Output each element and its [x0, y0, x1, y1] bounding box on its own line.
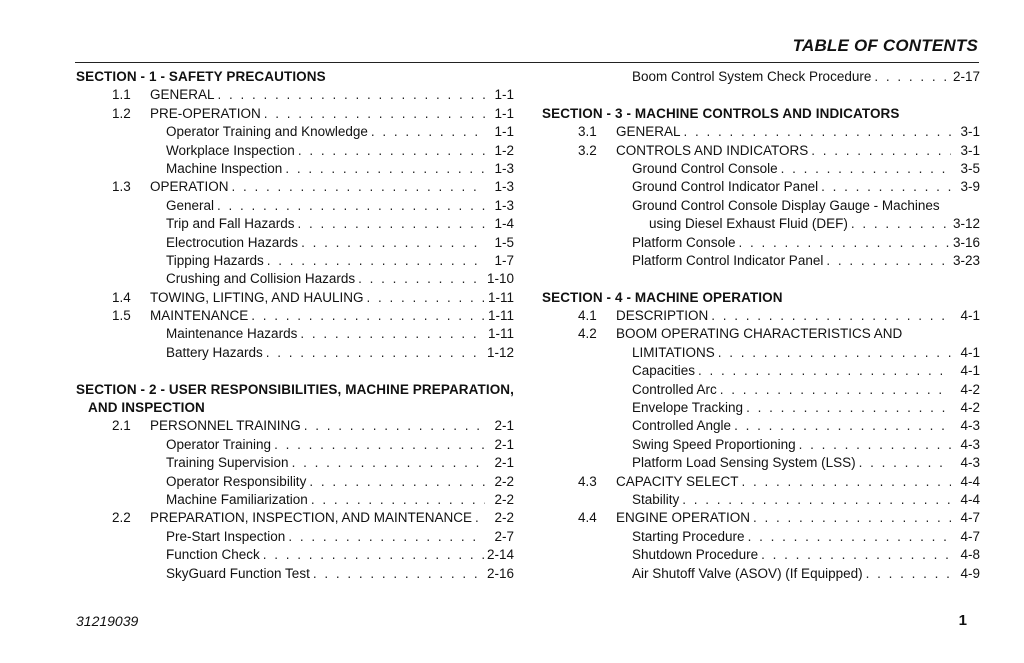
toc-entry[interactable] — [76, 436, 514, 454]
toc-entry[interactable] — [76, 252, 514, 270]
entry-title: ENGINE OPERATION — [616, 510, 751, 526]
toc-entry[interactable] — [542, 546, 980, 564]
dot-leader — [264, 105, 485, 123]
dot-leader — [746, 399, 951, 417]
entry-title: General — [166, 197, 215, 213]
entry-title: Ground Control Console Display Gauge - Machines — [632, 197, 940, 213]
dot-leader — [358, 270, 484, 288]
toc-entry[interactable] — [542, 473, 980, 491]
dot-leader — [748, 528, 951, 546]
entry-title: using Diesel Exhaust Fluid (DEF) — [649, 216, 848, 232]
entry-title: Envelope Tracking — [632, 400, 744, 416]
entry-page: 3-23 — [952, 252, 980, 268]
section-number: 2.1 — [112, 418, 131, 434]
toc-right-column — [542, 68, 980, 583]
entry-page: 4-3 — [960, 436, 980, 452]
toc-entry[interactable] — [76, 289, 514, 307]
toc-entry[interactable] — [542, 234, 980, 252]
dot-leader — [232, 178, 485, 196]
toc-entry-line[interactable] — [542, 325, 980, 343]
dot-leader — [301, 234, 485, 252]
section-number: 3.2 — [578, 142, 597, 158]
toc-entry[interactable] — [76, 565, 514, 583]
toc-entry[interactable] — [76, 160, 514, 178]
entry-title: SkyGuard Function Test — [166, 565, 310, 581]
toc-entry[interactable] — [542, 344, 980, 362]
toc-entry[interactable] — [542, 362, 980, 380]
entry-title: PRE-OPERATION — [150, 105, 261, 121]
entry-title: Battery Hazards — [166, 344, 263, 360]
section-heading: SECTION - 4 - MACHINE OPERATION — [542, 289, 783, 305]
dot-leader — [851, 215, 950, 233]
entry-title: CONTROLS AND INDICATORS — [616, 142, 809, 158]
entry-page: 1-1 — [494, 105, 514, 121]
toc-entry[interactable] — [76, 234, 514, 252]
section-number: 1.1 — [112, 87, 131, 103]
entry-page: 4-4 — [960, 473, 980, 489]
entry-page: 1-11 — [487, 326, 514, 342]
dot-leader — [720, 381, 951, 399]
entry-page: 2-17 — [952, 69, 980, 84]
dot-leader — [781, 160, 951, 178]
entry-title: Tipping Hazards — [166, 252, 264, 268]
entry-page: 1-4 — [494, 216, 514, 232]
toc-entry[interactable] — [76, 473, 514, 491]
dot-leader — [300, 325, 485, 343]
page-number: 1 — [958, 612, 967, 629]
dot-leader — [682, 491, 951, 509]
toc-entry[interactable] — [76, 270, 514, 288]
entry-title: Ground Control Console — [632, 160, 778, 176]
toc-entry-line[interactable] — [542, 197, 980, 215]
entry-title: Electrocution Hazards — [166, 234, 299, 250]
section-number: 1.2 — [112, 105, 131, 121]
dot-leader — [311, 491, 485, 509]
toc-entry[interactable] — [76, 344, 514, 362]
toc-entry[interactable] — [542, 491, 980, 509]
entry-page: 4-8 — [960, 547, 980, 563]
entry-page: 4-2 — [960, 400, 980, 416]
entry-title: Controlled Angle — [632, 418, 732, 434]
dot-leader — [742, 473, 951, 491]
dot-leader — [274, 436, 485, 454]
dot-leader — [367, 289, 485, 307]
entry-page: 2-14 — [486, 547, 514, 563]
entry-page: 2-2 — [494, 473, 514, 489]
section-number: 4.2 — [578, 326, 597, 342]
section-number: 2.2 — [112, 510, 131, 526]
toc-entry[interactable] — [542, 123, 980, 141]
entry-title: Starting Procedure — [632, 528, 745, 544]
dot-leader — [263, 546, 484, 564]
toc-entry[interactable] — [76, 307, 514, 325]
section-spacer — [542, 86, 980, 104]
entry-page: 4-1 — [960, 363, 980, 379]
entry-title: Swing Speed Proportioning — [632, 436, 796, 452]
entry-page: 2-1 — [494, 455, 514, 471]
entry-title: Shutdown Procedure — [632, 547, 759, 563]
dot-leader — [298, 142, 485, 160]
toc-entry[interactable] — [76, 215, 514, 233]
toc-entry[interactable] — [76, 546, 514, 564]
toc-entry[interactable] — [76, 325, 514, 343]
entry-page: 4-7 — [960, 510, 980, 526]
entry-page: 3-12 — [952, 216, 980, 232]
dot-leader — [734, 417, 951, 435]
entry-page: 2-7 — [494, 528, 514, 544]
toc-entry[interactable] — [542, 215, 980, 233]
entry-title: MAINTENANCE — [150, 308, 249, 324]
dot-leader — [866, 565, 951, 583]
document-number: 31219039 — [76, 613, 139, 629]
entry-page: 4-7 — [960, 528, 980, 544]
entry-page: 1-1 — [494, 124, 514, 140]
dot-leader — [826, 252, 950, 270]
dot-leader — [371, 123, 485, 141]
toc-entry[interactable] — [542, 565, 980, 583]
entry-page: 1-7 — [494, 252, 514, 268]
entry-page: 3-16 — [952, 234, 980, 250]
toc-entry[interactable] — [76, 491, 514, 509]
entry-page: 1-2 — [494, 142, 514, 158]
toc-entry[interactable] — [542, 68, 980, 86]
dot-leader — [821, 178, 951, 196]
entry-title: Crushing and Collision Hazards — [166, 271, 356, 287]
toc-entry[interactable] — [76, 142, 514, 160]
entry-page: 2-1 — [494, 418, 514, 434]
entry-page: 3-9 — [960, 179, 980, 195]
section-number: 1.3 — [112, 179, 131, 195]
entry-page: 2-2 — [494, 510, 514, 526]
page-title: TABLE OF CONTENTS — [792, 36, 978, 55]
entry-title: Training Supervision — [166, 455, 289, 471]
entry-title: Trip and Fall Hazards — [166, 216, 295, 232]
dot-leader — [217, 197, 485, 215]
toc-entry[interactable] — [76, 197, 514, 215]
entry-title: Operator Training and Knowledge — [166, 124, 368, 140]
dot-leader — [292, 454, 485, 472]
entry-title: Air Shutoff Valve (ASOV) (If Equipped) — [632, 565, 863, 581]
entry-title: Pre-Start Inspection — [166, 528, 286, 544]
entry-title: Machine Familiarization — [166, 491, 308, 507]
dot-leader — [718, 344, 951, 362]
section-number: 1.5 — [112, 308, 131, 324]
entry-page: 3-1 — [960, 124, 980, 140]
dot-leader — [874, 68, 950, 86]
toc-entry[interactable] — [76, 528, 514, 546]
toc-entry[interactable] — [76, 86, 514, 104]
section-spacer — [542, 270, 980, 288]
entry-title: Workplace Inspection — [166, 142, 295, 158]
dot-leader — [684, 123, 951, 141]
entry-title: DESCRIPTION — [616, 308, 709, 324]
entry-title: Maintenance Hazards — [166, 326, 298, 342]
entry-page: 1-10 — [486, 271, 514, 287]
dot-leader — [304, 417, 485, 435]
entry-page: 1-3 — [494, 197, 514, 213]
toc-entry[interactable] — [76, 178, 514, 196]
dot-leader — [298, 215, 485, 233]
entry-title: Platform Console — [632, 234, 736, 250]
toc-entry[interactable] — [76, 417, 514, 435]
toc-entry[interactable] — [542, 381, 980, 399]
dot-leader — [288, 528, 485, 546]
entry-page: 3-1 — [960, 142, 980, 158]
entry-page: 1-11 — [487, 289, 514, 305]
section-heading: AND INSPECTION — [88, 400, 205, 416]
entry-title: BOOM OPERATING CHARACTERISTICS AND — [616, 326, 903, 342]
toc-entry[interactable] — [542, 160, 980, 178]
entry-page: 4-2 — [960, 381, 980, 397]
toc-entry[interactable] — [542, 252, 980, 270]
entry-page: 4-1 — [960, 344, 980, 360]
entry-title: OPERATION — [150, 179, 229, 195]
dot-leader — [266, 344, 484, 362]
header-divider — [75, 62, 979, 63]
entry-title: GENERAL — [150, 87, 215, 103]
entry-page: 1-1 — [494, 87, 514, 103]
dot-leader — [475, 509, 485, 527]
toc-left-column — [76, 68, 514, 583]
entry-title: Operator Responsibility — [166, 473, 307, 489]
entry-title: Capacities — [632, 363, 696, 379]
entry-page: 4-3 — [960, 455, 980, 471]
entry-page: 4-4 — [960, 491, 980, 507]
entry-title: LIMITATIONS — [632, 344, 715, 360]
entry-page: 2-2 — [494, 491, 514, 507]
entry-page: 4-1 — [960, 308, 980, 324]
dot-leader — [753, 509, 951, 527]
dot-leader — [739, 234, 950, 252]
entry-title: PERSONNEL TRAINING — [150, 418, 301, 434]
dot-leader — [698, 362, 951, 380]
toc-entry[interactable] — [542, 399, 980, 417]
entry-page: 4-9 — [960, 565, 980, 581]
toc-entry[interactable] — [76, 105, 514, 123]
dot-leader — [251, 307, 485, 325]
section-heading: SECTION - 2 - USER RESPONSIBILITIES, MACHINE PREPARATION, — [76, 381, 514, 397]
entry-title: Machine Inspection — [166, 160, 283, 176]
entry-title: Operator Training — [166, 436, 272, 452]
entry-page: 1-3 — [494, 160, 514, 176]
entry-page: 2-1 — [494, 436, 514, 452]
entry-title: Ground Control Indicator Panel — [632, 179, 819, 195]
dot-leader — [859, 454, 951, 472]
entry-title: CAPACITY SELECT — [616, 473, 739, 489]
entry-title: Platform Control Indicator Panel — [632, 252, 824, 268]
entry-title: PREPARATION, INSPECTION, AND MAINTENANCE — [150, 510, 473, 526]
toc-entry[interactable] — [76, 454, 514, 472]
dot-leader — [711, 307, 951, 325]
entry-page: 3-5 — [960, 160, 980, 176]
section-number: 4.3 — [578, 473, 597, 489]
entry-title: Boom Control System Check Procedure — [632, 69, 872, 84]
entry-page: 1-12 — [486, 344, 514, 360]
entry-title: Controlled Arc — [632, 381, 717, 397]
entry-title: Function Check — [166, 547, 260, 563]
entry-page: 1-11 — [487, 308, 514, 324]
section-spacer — [76, 362, 514, 380]
dot-leader — [811, 142, 951, 160]
dot-leader — [285, 160, 485, 178]
dot-leader — [799, 436, 951, 454]
dot-leader — [309, 473, 485, 491]
toc-entry[interactable] — [542, 307, 980, 325]
toc-entry[interactable] — [542, 142, 980, 160]
dot-leader — [761, 546, 951, 564]
section-number: 4.4 — [578, 510, 597, 526]
entry-page: 1-5 — [494, 234, 514, 250]
toc-entry[interactable] — [542, 528, 980, 546]
toc-entry[interactable] — [76, 123, 514, 141]
entry-title: GENERAL — [616, 124, 681, 140]
toc-entry[interactable] — [542, 417, 980, 435]
entry-page: 4-3 — [960, 418, 980, 434]
entry-title: Stability — [632, 491, 680, 507]
toc-entry[interactable] — [542, 178, 980, 196]
toc-entry[interactable] — [542, 509, 980, 527]
entry-page: 2-16 — [486, 565, 514, 581]
section-heading: SECTION - 3 - MACHINE CONTROLS AND INDICATORS — [542, 105, 900, 121]
dot-leader — [267, 252, 485, 270]
toc-entry[interactable] — [542, 454, 980, 472]
section-number: 4.1 — [578, 308, 597, 324]
toc-entry[interactable] — [542, 436, 980, 454]
section-number: 1.4 — [112, 289, 131, 305]
dot-leader — [218, 86, 485, 104]
section-heading: SECTION - 1 - SAFETY PRECAUTIONS — [76, 69, 326, 84]
dot-leader — [313, 565, 484, 583]
entry-title: Platform Load Sensing System (LSS) — [632, 455, 856, 471]
section-number: 3.1 — [578, 124, 597, 140]
toc-entry[interactable] — [76, 509, 514, 527]
entry-title: TOWING, LIFTING, AND HAULING — [150, 289, 364, 305]
entry-page: 1-3 — [494, 179, 514, 195]
